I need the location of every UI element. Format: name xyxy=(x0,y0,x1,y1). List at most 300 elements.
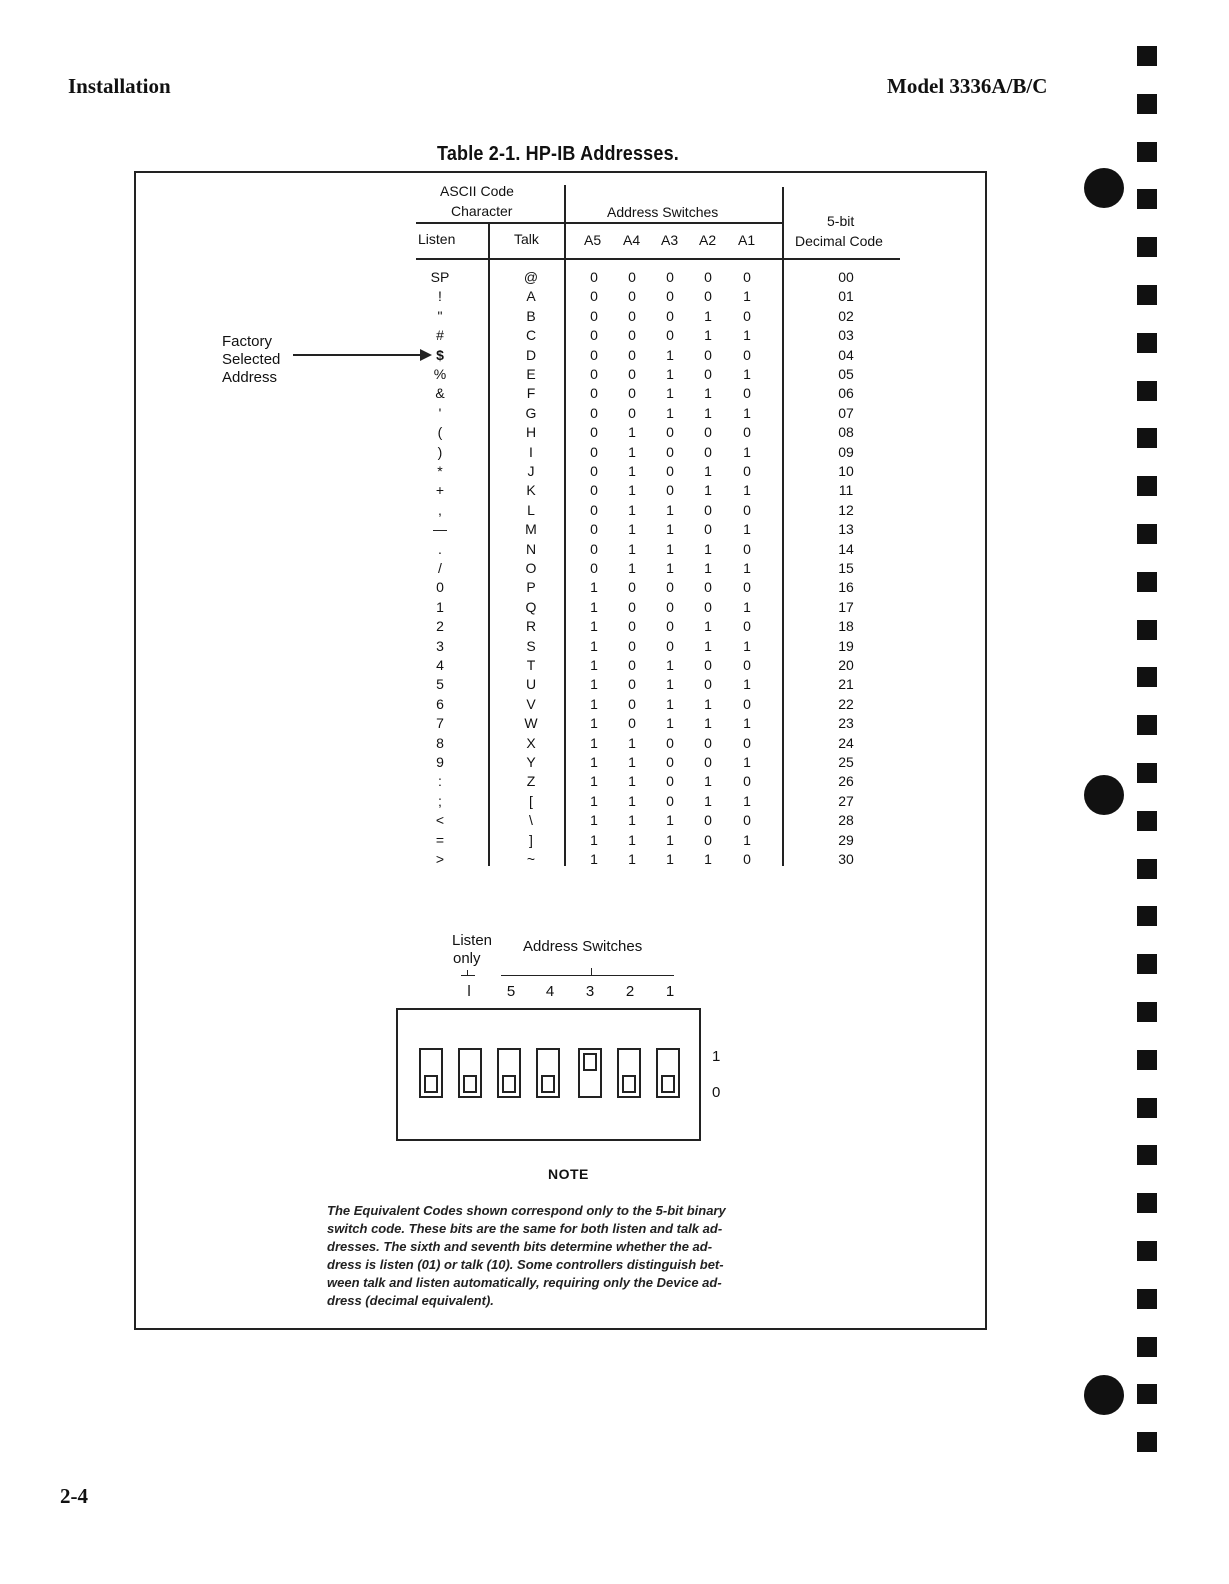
decimal-code: 30 xyxy=(838,851,854,867)
binder-punch-square xyxy=(1137,811,1157,831)
a1-bit: 0 xyxy=(743,579,751,596)
dip-switch[interactable] xyxy=(578,1048,602,1098)
a4-bit: 1 xyxy=(628,812,636,829)
a2-header: A2 xyxy=(699,232,717,248)
listen-char: 9 xyxy=(436,754,444,770)
a1-bit: 1 xyxy=(743,404,751,421)
a4-bit: 0 xyxy=(628,307,636,324)
a5-bit: 1 xyxy=(590,831,598,848)
talk-char: [ xyxy=(529,792,533,809)
section-title: Installation xyxy=(68,74,171,98)
a4-bit: 0 xyxy=(628,598,636,615)
a3-bit: 1 xyxy=(666,657,674,673)
binder-punch-square xyxy=(1137,94,1157,114)
binder-punch-square xyxy=(1137,476,1157,496)
a2-bit: 0 xyxy=(704,831,712,848)
listen-only-label-line1: Listen xyxy=(452,932,493,949)
table-title: Table 2-1. HP-IB Addresses. xyxy=(437,143,679,165)
switch-number: l xyxy=(467,983,471,1000)
talk-char: D xyxy=(525,346,537,363)
listen-char: ' xyxy=(438,404,442,421)
talk-char: I xyxy=(529,443,533,460)
a2-bit: 0 xyxy=(704,424,712,441)
listen-char: / xyxy=(438,560,442,576)
a5-bit: 0 xyxy=(590,560,598,576)
talk-char: Z xyxy=(526,773,536,790)
factory-address-label xyxy=(222,333,280,387)
note-line: switch code. These bits are the same for both listen and talk ad- xyxy=(327,1221,723,1236)
a3-bit: 0 xyxy=(666,327,674,344)
talk-char: L xyxy=(527,501,535,518)
a2-bit: 0 xyxy=(704,521,712,538)
a4-bit: 0 xyxy=(628,676,636,693)
switch-decimal-divider xyxy=(782,187,784,866)
listen-char: ! xyxy=(438,288,442,305)
a4-bit: 1 xyxy=(628,521,636,538)
a4-bit: 1 xyxy=(628,540,636,557)
a3-bit: 1 xyxy=(666,521,674,538)
talk-char: B xyxy=(526,307,536,324)
factory-arrow-head xyxy=(420,349,432,361)
binder-hole xyxy=(1084,1375,1124,1415)
a2-bit: 1 xyxy=(704,307,712,324)
a5-bit: 0 xyxy=(590,288,598,305)
talk-header: Talk xyxy=(514,231,539,247)
a3-bit: 0 xyxy=(666,463,674,479)
dip-switch-knob xyxy=(661,1075,675,1093)
a1-header: A1 xyxy=(738,232,756,248)
a1-bit: 1 xyxy=(743,560,751,576)
talk-char: P xyxy=(526,579,536,596)
binder-punch-square xyxy=(1137,1289,1157,1309)
address-switches-header: Address Switches xyxy=(607,204,719,220)
binder-punch-square xyxy=(1137,1241,1157,1261)
listen-char: ; xyxy=(438,792,442,809)
a5-bit: 0 xyxy=(590,501,598,518)
binder-punch-square xyxy=(1137,381,1157,401)
talk-char: N xyxy=(525,540,537,557)
listen-char: = xyxy=(435,831,445,848)
binder-punch-square xyxy=(1137,859,1157,879)
a2-bit: 0 xyxy=(704,598,712,615)
a3-bit: 0 xyxy=(666,288,674,305)
ascii-header-line2: Character xyxy=(451,203,513,219)
switch-number: 1 xyxy=(665,983,675,1000)
listen-char: 2 xyxy=(436,618,444,635)
a2-bit: 1 xyxy=(704,404,712,421)
dip-switch-knob xyxy=(463,1075,477,1093)
a3-bit: 1 xyxy=(666,540,674,557)
listen-char: 1 xyxy=(436,598,444,615)
a1-bit: 0 xyxy=(743,463,751,479)
decimal-code: 12 xyxy=(838,501,854,518)
talk-char: J xyxy=(527,463,535,479)
binder-punch-square xyxy=(1137,285,1157,305)
talk-char: M xyxy=(525,521,537,538)
listen-char: ( xyxy=(437,424,443,441)
binder-punch-square xyxy=(1137,1098,1157,1118)
a4-bit: 1 xyxy=(628,792,636,809)
binder-punch-square xyxy=(1137,572,1157,592)
dip-switch-knob xyxy=(424,1075,438,1093)
a5-bit: 1 xyxy=(590,598,598,615)
page-number: 2-4 xyxy=(60,1484,88,1508)
a3-bit: 0 xyxy=(666,269,674,285)
decimal-code: 13 xyxy=(838,521,854,538)
talk-char: O xyxy=(525,560,537,576)
listen-char: $ xyxy=(436,346,444,363)
a5-bit: 0 xyxy=(590,366,598,382)
a1-bit: 0 xyxy=(743,540,751,557)
a4-bit: 0 xyxy=(628,366,636,382)
decimal-code: 25 xyxy=(838,754,854,770)
binder-hole xyxy=(1084,775,1124,815)
listen-char: * xyxy=(437,463,443,479)
a3-bit: 0 xyxy=(666,754,674,770)
a3-bit: 1 xyxy=(666,695,674,712)
binder-punch-square xyxy=(1137,763,1157,783)
decimal-code: 21 xyxy=(838,676,854,693)
listen-char: + xyxy=(435,482,445,499)
decimal-code: 19 xyxy=(838,637,854,654)
a4-bit: 1 xyxy=(628,773,636,790)
listen-char: # xyxy=(436,327,444,344)
listen-char: SP xyxy=(430,269,450,285)
binder-punch-square xyxy=(1137,954,1157,974)
dip-switch[interactable] xyxy=(617,1048,641,1098)
a2-bit: 1 xyxy=(704,851,712,867)
binder-punch-square xyxy=(1137,620,1157,640)
a5-bit: 1 xyxy=(590,579,598,596)
listen-char: < xyxy=(435,812,445,829)
a1-bit: 1 xyxy=(743,831,751,848)
binder-punch-square xyxy=(1137,46,1157,66)
listen-char: % xyxy=(433,366,447,382)
talk-char: V xyxy=(526,695,536,712)
decimal-code: 20 xyxy=(838,657,854,673)
listen-char: 8 xyxy=(436,734,444,751)
decimal-code: 05 xyxy=(838,366,854,382)
binder-punch-square xyxy=(1137,237,1157,257)
a5-bit: 1 xyxy=(590,792,598,809)
a4-bit: 1 xyxy=(628,501,636,518)
a4-bit: 0 xyxy=(628,327,636,344)
a4-bit: 0 xyxy=(628,385,636,402)
a4-bit: 0 xyxy=(628,618,636,635)
a1-bit: 0 xyxy=(743,695,751,712)
note-line: The Equivalent Codes shown correspond only to the 5-bit binary xyxy=(327,1203,726,1218)
a4-bit: 0 xyxy=(628,269,636,285)
dip-switch[interactable] xyxy=(536,1048,560,1098)
a5-bit: 0 xyxy=(590,482,598,499)
a2-bit: 0 xyxy=(704,676,712,693)
decimal-code: 07 xyxy=(838,404,854,421)
a3-header: A3 xyxy=(661,232,679,248)
a3-bit: 1 xyxy=(666,812,674,829)
a2-bit: 0 xyxy=(704,443,712,460)
factory-label-line3: Address xyxy=(222,369,278,386)
dip-switch[interactable] xyxy=(497,1048,521,1098)
a2-bit: 1 xyxy=(704,482,712,499)
decimal-code: 16 xyxy=(838,579,854,596)
binder-punch-square xyxy=(1137,1384,1157,1404)
decimal-code: 04 xyxy=(838,346,854,363)
a3-bit: 1 xyxy=(666,851,674,867)
a3-bit: 0 xyxy=(666,618,674,635)
decimal-header-line1: 5-bit xyxy=(827,213,855,229)
a2-bit: 0 xyxy=(704,812,712,829)
a5-bit: 0 xyxy=(590,307,598,324)
a5-bit: 1 xyxy=(590,676,598,693)
a1-bit: 1 xyxy=(743,482,751,499)
a4-bit: 1 xyxy=(628,443,636,460)
a5-bit: 0 xyxy=(590,327,598,344)
binder-punch-square xyxy=(1137,1193,1157,1213)
a4-bit: 1 xyxy=(628,482,636,499)
binder-hole xyxy=(1084,168,1124,208)
a4-bit: 0 xyxy=(628,404,636,421)
a2-bit: 1 xyxy=(704,715,712,732)
a5-bit: 0 xyxy=(590,269,598,285)
talk-char: @ xyxy=(523,269,539,285)
a3-bit: 1 xyxy=(666,831,674,848)
note-text xyxy=(327,1202,803,1310)
a3-bit: 0 xyxy=(666,443,674,460)
switch-state-one-label: 1 xyxy=(712,1048,721,1065)
a2-bit: 0 xyxy=(704,366,712,382)
a2-bit: 1 xyxy=(704,618,712,635)
decimal-code: 14 xyxy=(838,540,854,557)
switch-number: 3 xyxy=(585,983,595,1000)
a3-bit: 1 xyxy=(666,366,674,382)
binder-punch-square xyxy=(1137,189,1157,209)
a1-bit: 0 xyxy=(743,734,751,751)
a1-bit: 1 xyxy=(743,792,751,809)
decimal-code: 11 xyxy=(838,482,854,499)
a3-bit: 1 xyxy=(666,676,674,693)
talk-char: A xyxy=(526,288,536,305)
a3-bit: 1 xyxy=(666,501,674,518)
binder-punch-square xyxy=(1137,906,1157,926)
a5-bit: 0 xyxy=(590,463,598,479)
a1-bit: 0 xyxy=(743,618,751,635)
dip-switch[interactable] xyxy=(656,1048,680,1098)
ascii-header-line1: ASCII Code xyxy=(440,183,514,199)
a3-bit: 1 xyxy=(666,560,674,576)
dip-switch-knob xyxy=(622,1075,636,1093)
note-line: dress (decimal equivalent). xyxy=(327,1293,494,1308)
a1-bit: 1 xyxy=(743,288,751,305)
a4-bit: 0 xyxy=(628,715,636,732)
binder-punch-square xyxy=(1137,1002,1157,1022)
note-line: ween talk and listen automatically, requiring only the Device ad- xyxy=(327,1275,722,1290)
a1-bit: 1 xyxy=(743,521,751,538)
a2-bit: 0 xyxy=(704,734,712,751)
decimal-header-line2: Decimal Code xyxy=(795,233,883,249)
a4-bit: 0 xyxy=(628,695,636,712)
a5-bit: 1 xyxy=(590,695,598,712)
a1-bit: 1 xyxy=(743,676,751,693)
a1-bit: 0 xyxy=(743,385,751,402)
a5-bit: 1 xyxy=(590,715,598,732)
factory-label-line1: Factory xyxy=(222,333,273,350)
a2-bit: 1 xyxy=(704,385,712,402)
a5-bit: 1 xyxy=(590,657,598,673)
dip-switch-knob xyxy=(502,1075,516,1093)
dip-switch[interactable] xyxy=(419,1048,443,1098)
ascii-header-rule xyxy=(416,222,566,224)
a5-bit: 0 xyxy=(590,424,598,441)
listen-char: 3 xyxy=(436,637,444,654)
decimal-code: 27 xyxy=(838,792,854,809)
a2-bit: 0 xyxy=(704,288,712,305)
a2-bit: 0 xyxy=(704,346,712,363)
decimal-code: 22 xyxy=(838,695,854,712)
a1-bit: 1 xyxy=(743,598,751,615)
decimal-code: 18 xyxy=(838,618,854,635)
binder-punch-square xyxy=(1137,142,1157,162)
listen-char: 5 xyxy=(436,676,444,693)
listen-char: 0 xyxy=(436,579,444,596)
a1-bit: 1 xyxy=(743,754,751,770)
decimal-code: 01 xyxy=(838,288,854,305)
a3-bit: 0 xyxy=(666,482,674,499)
a3-bit: 0 xyxy=(666,579,674,596)
a2-bit: 0 xyxy=(704,657,712,673)
decimal-code: 10 xyxy=(838,463,854,479)
listen-char: — xyxy=(433,521,447,538)
a3-bit: 0 xyxy=(666,773,674,790)
talk-char: T xyxy=(526,657,536,673)
a2-bit: 1 xyxy=(704,463,712,479)
a2-bit: 0 xyxy=(704,579,712,596)
a3-bit: 1 xyxy=(666,715,674,732)
talk-char: F xyxy=(526,385,536,402)
a1-bit: 1 xyxy=(743,327,751,344)
a4-bit: 0 xyxy=(628,637,636,654)
talk-switch-divider xyxy=(564,185,566,866)
address-bracket-stem xyxy=(591,968,592,976)
binder-punch-square xyxy=(1137,715,1157,735)
decimal-code: 23 xyxy=(838,715,854,732)
dip-switch-knob xyxy=(541,1075,555,1093)
dip-switch-knob xyxy=(583,1053,597,1071)
decimal-code: 28 xyxy=(838,812,854,829)
listen-talk-divider xyxy=(488,222,490,866)
decimal-code: 26 xyxy=(838,773,854,790)
a4-bit: 0 xyxy=(628,657,636,673)
talk-char: ] xyxy=(529,831,533,848)
switch-number: 5 xyxy=(506,983,516,1000)
decimal-code: 24 xyxy=(838,734,854,751)
a5-bit: 1 xyxy=(590,851,598,867)
talk-char: H xyxy=(525,424,537,441)
a4-bit: 1 xyxy=(628,560,636,576)
talk-char: K xyxy=(526,482,536,499)
a4-bit: 0 xyxy=(628,346,636,363)
a3-bit: 0 xyxy=(666,637,674,654)
decimal-code: 06 xyxy=(838,385,854,402)
listen-char: ) xyxy=(437,443,443,460)
a1-bit: 1 xyxy=(743,637,751,654)
a3-bit: 0 xyxy=(666,424,674,441)
a2-bit: 1 xyxy=(704,540,712,557)
factory-label-line2: Selected xyxy=(222,351,281,368)
a4-header: A4 xyxy=(623,232,641,248)
a1-bit: 0 xyxy=(743,773,751,790)
listen-char: 7 xyxy=(436,715,444,732)
decimal-code: 02 xyxy=(838,307,854,324)
note-heading: NOTE xyxy=(548,1166,589,1182)
talk-char: \ xyxy=(529,812,533,829)
listen-only-label-line2: only xyxy=(453,950,481,967)
a2-bit: 1 xyxy=(704,637,712,654)
binder-punch-square xyxy=(1137,333,1157,353)
switch-header-rule xyxy=(566,222,783,224)
a2-bit: 0 xyxy=(704,501,712,518)
talk-char: R xyxy=(525,618,537,635)
a4-bit: 1 xyxy=(628,831,636,848)
decimal-code: 15 xyxy=(838,560,854,576)
decimal-code: 08 xyxy=(838,424,854,441)
a4-bit: 0 xyxy=(628,579,636,596)
a2-bit: 1 xyxy=(704,792,712,809)
listen-char: & xyxy=(435,385,445,402)
listen-only-tick-stem xyxy=(467,970,468,976)
decimal-code: 29 xyxy=(838,831,854,848)
a5-bit: 0 xyxy=(590,346,598,363)
switch-state-zero-label: 0 xyxy=(712,1084,721,1101)
a3-bit: 1 xyxy=(666,404,674,421)
listen-header: Listen xyxy=(418,231,456,247)
a5-bit: 0 xyxy=(590,540,598,557)
a5-bit: 0 xyxy=(590,385,598,402)
binder-punch-square xyxy=(1137,1432,1157,1452)
binder-punch-square xyxy=(1137,667,1157,687)
a1-bit: 0 xyxy=(743,307,751,324)
note-line: dresses. The sixth and seventh bits determine whether the ad- xyxy=(327,1239,713,1254)
a5-bit: 1 xyxy=(590,637,598,654)
listen-only-tick xyxy=(461,975,475,976)
a5-header: A5 xyxy=(584,232,602,248)
listen-char: > xyxy=(435,851,445,867)
a2-bit: 1 xyxy=(704,327,712,344)
binder-punch-square xyxy=(1137,428,1157,448)
binder-punch-square xyxy=(1137,524,1157,544)
a3-bit: 0 xyxy=(666,307,674,324)
binder-punch-square xyxy=(1137,1337,1157,1357)
note-line: dress is listen (01) or talk (10). Some controllers distinguish bet- xyxy=(327,1257,724,1272)
binder-punch-square xyxy=(1137,1050,1157,1070)
a3-bit: 1 xyxy=(666,346,674,363)
a2-bit: 0 xyxy=(704,754,712,770)
a1-bit: 0 xyxy=(743,812,751,829)
a3-bit: 1 xyxy=(666,385,674,402)
a1-bit: 1 xyxy=(743,715,751,732)
a1-bit: 0 xyxy=(743,851,751,867)
a5-bit: 0 xyxy=(590,443,598,460)
listen-char: 6 xyxy=(436,695,444,712)
talk-char: Q xyxy=(525,598,537,615)
a1-bit: 1 xyxy=(743,443,751,460)
talk-char: G xyxy=(525,404,537,421)
dip-switch[interactable] xyxy=(458,1048,482,1098)
a5-bit: 1 xyxy=(590,812,598,829)
listen-char: , xyxy=(438,501,442,518)
decimal-code: 09 xyxy=(838,443,854,460)
talk-char: S xyxy=(526,637,536,654)
a1-bit: 0 xyxy=(743,501,751,518)
